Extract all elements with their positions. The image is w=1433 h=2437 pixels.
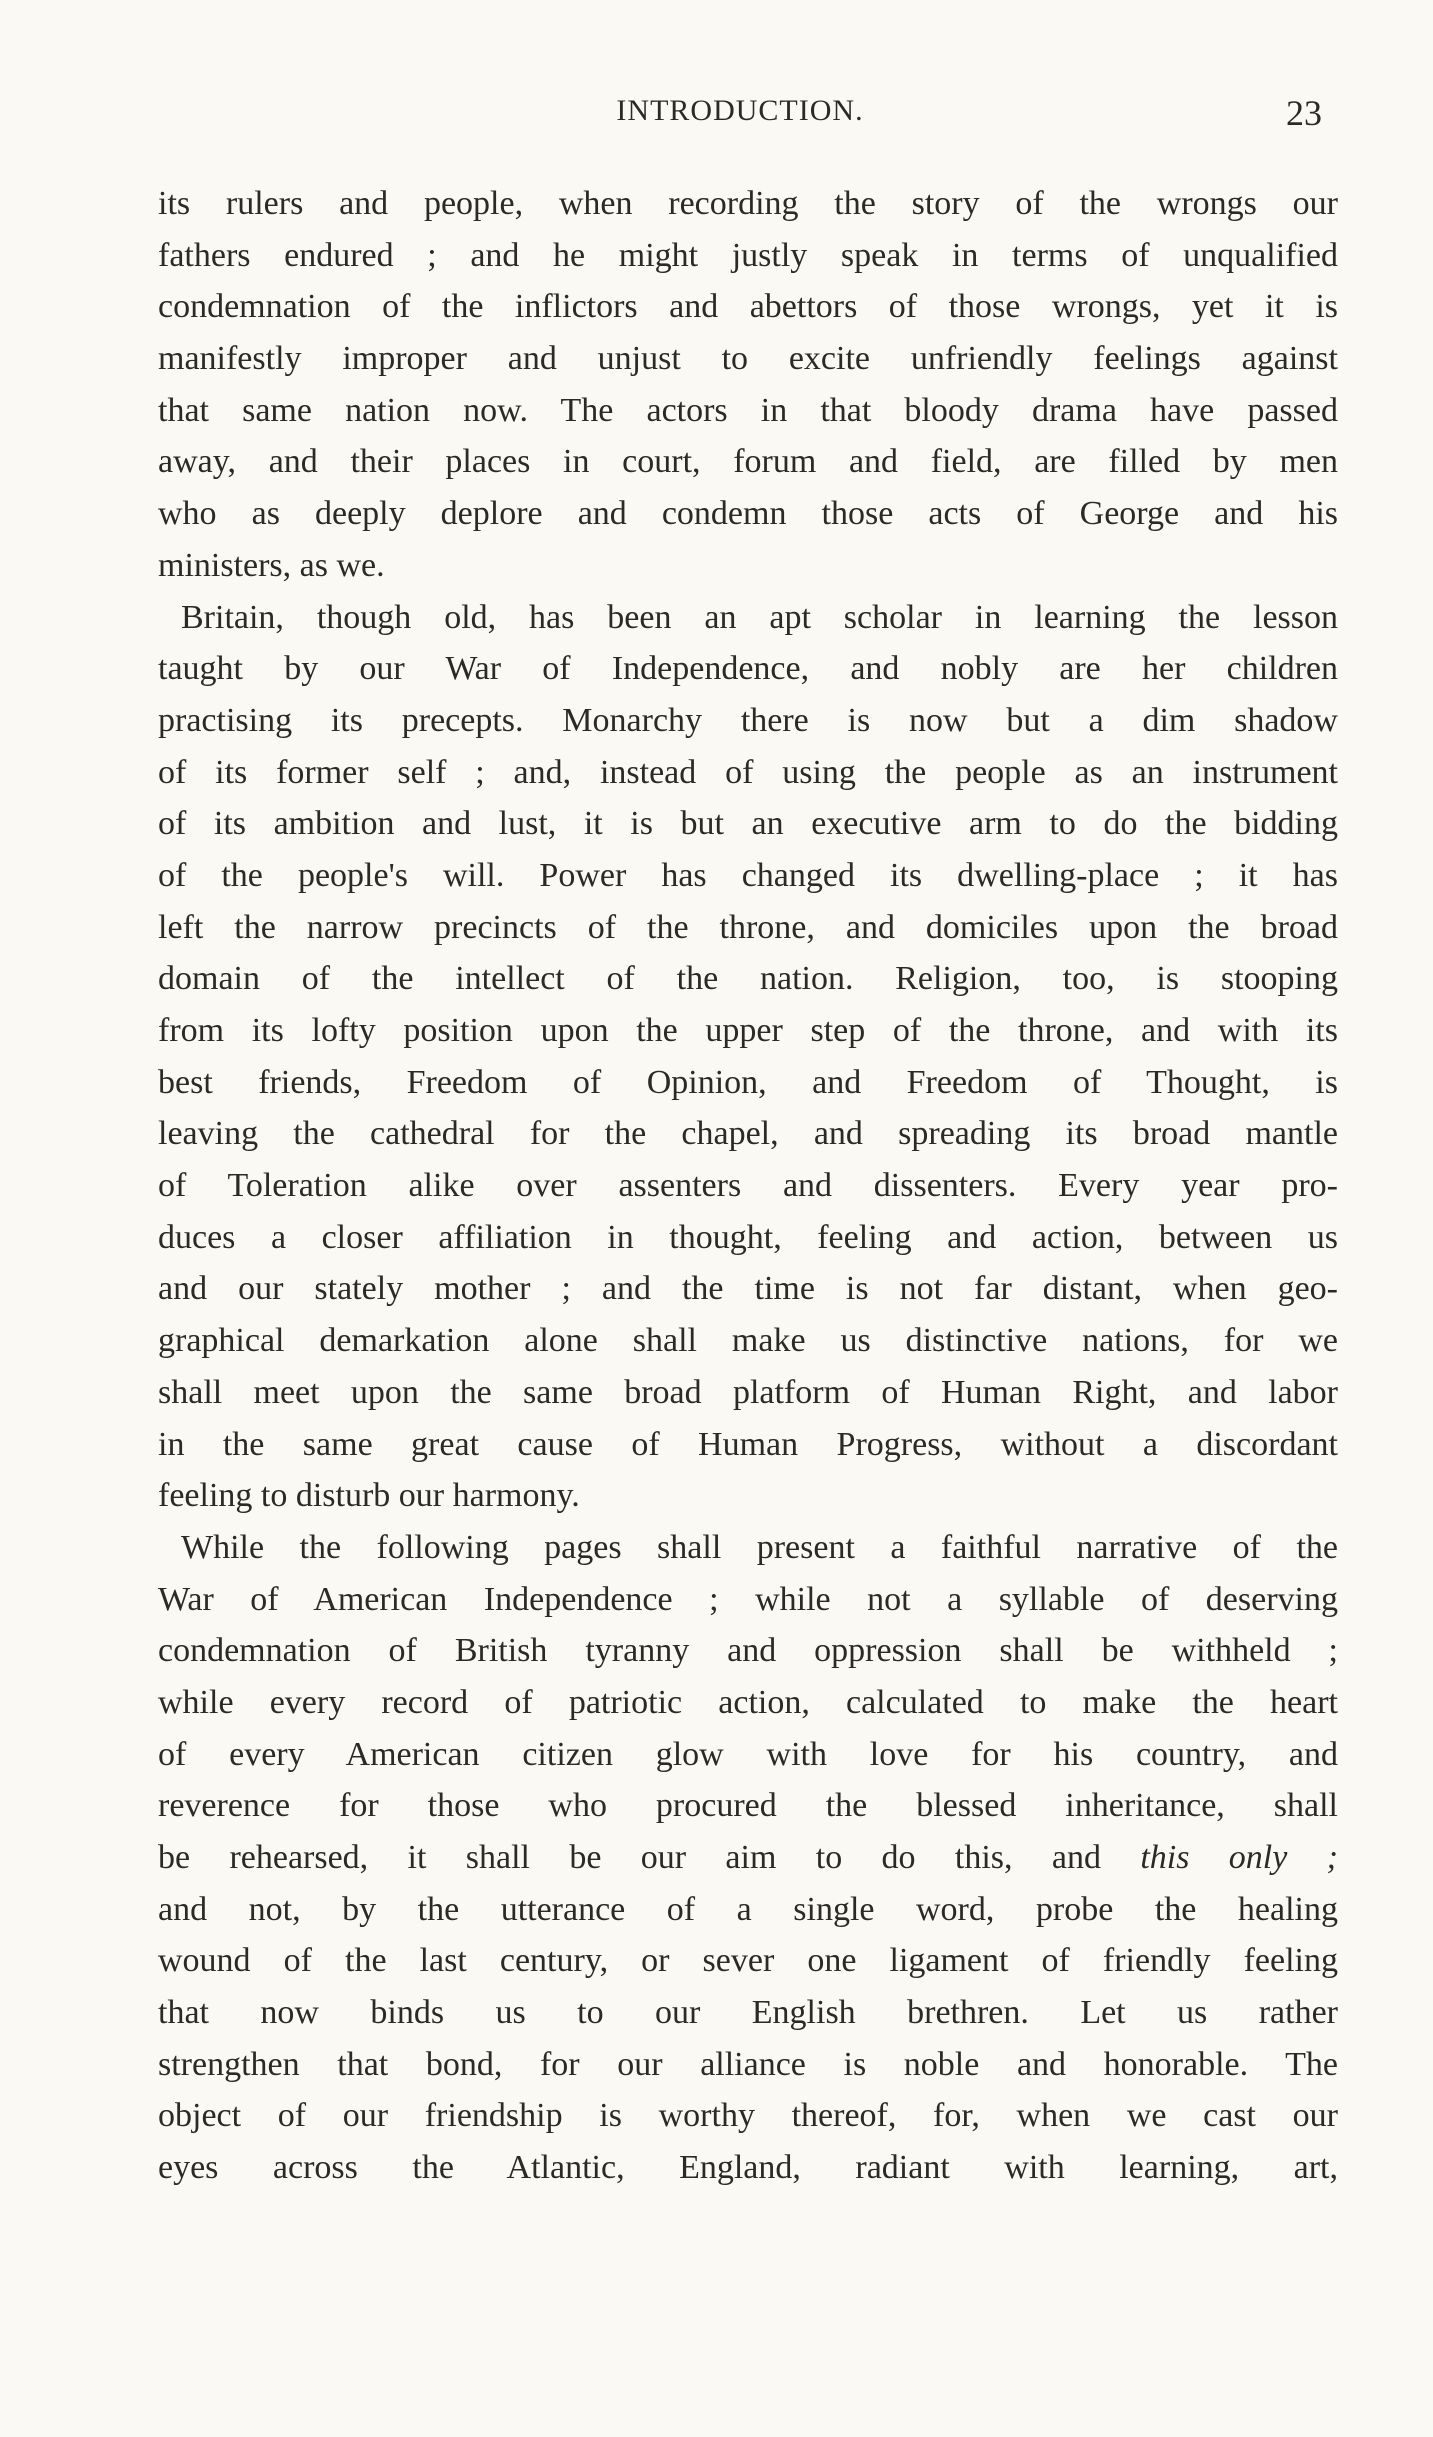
text-line: and not, by the utterance of a single word, probe the healing [158,1890,1338,1928]
text-line: who as deeply deplore and condemn those acts of George and his [158,495,1338,533]
text-line: manifestly improper and unjust to excite unfriendly feelings against [158,340,1338,378]
text-line: its rulers and people, when recording the story of the wrongs our [158,185,1338,222]
text-line: shall meet upon the same broad platform of Human Right, and labor [158,1373,1338,1411]
text-line: away, and their places in court, forum and field, are filled by men [158,443,1338,481]
text-line: from its lofty position upon the upper step of the throne, and with its [158,1012,1338,1049]
text-line: of every American citizen glow with love for his country, and [158,1735,1338,1773]
text-line: While the following pages shall present a faithful narrative of the [181,1528,1338,1566]
text-segment: be rehearsed, it shall be our aim to do this, and [158,1839,1141,1876]
text-line: duces a closer affiliation in thought, feeling and action, between us [158,1218,1338,1256]
text-line: wound of the last century, or sever one ligament of friendly feeling [158,1942,1338,1980]
running-head [158,88,1322,148]
text-line: and our stately mother ; and the time is not far distant, when geo- [158,1270,1338,1308]
paragraph-3 [158,1522,1338,2194]
text-line: ministers, as we. [158,546,385,584]
text-line: practising its precepts. Monarchy there is now but a dim shadow [158,701,1338,739]
body-text [158,178,1338,2194]
text-line: left the narrow precincts of the throne, and domiciles upon the broad [158,908,1338,946]
text-line: condemnation of British tyranny and oppression shall be withheld ; [158,1632,1338,1670]
running-title: INTRODUCTION. [616,94,864,127]
text-line: condemnation of the inflictors and abettors of those wrongs, yet it is [158,288,1338,326]
paragraph-2 [158,592,1338,1522]
text-line-with-italic [158,1832,1338,1884]
text-line: leaving the cathedral for the chapel, and spreading its broad mantle [158,1115,1338,1153]
text-line: War of American Independence ; while not a syllable of deserving [158,1580,1338,1618]
text-line: in the same great cause of Human Progress, without a discordant [158,1425,1338,1463]
text-line: object of our friendship is worthy thereof, for, when we cast our [158,2097,1338,2135]
text-line: of its former self ; and, instead of using the people as an instrument [158,753,1338,791]
text-line: eyes across the Atlantic, England, radiant with learning, art, [158,2149,1338,2187]
text-line: best friends, Freedom of Opinion, and Freedom of Thought, is [158,1063,1338,1101]
text-line: strengthen that bond, for our alliance is noble and honorable. The [158,2045,1338,2083]
text-line: fathers endured ; and he might justly speak in terms of unqualified [158,236,1338,274]
text-line: that same nation now. The actors in that bloody drama have passed [158,391,1338,429]
text-line: Britain, though old, has been an apt scholar in learning the lesson [181,598,1338,636]
text-line: reverence for those who procured the blessed inheritance, shall [158,1787,1338,1825]
page-number: 23 [1286,93,1322,133]
italic-emphasis: this only ; [1140,1839,1339,1876]
text-line: of Toleration alike over assenters and dissenters. Every year pro- [158,1167,1338,1205]
text-line: of its ambition and lust, it is but an executive arm to do the bidding [158,805,1338,843]
text-line: while every record of patriotic action, calculated to make the heart [158,1683,1338,1721]
text-line: graphical demarkation alone shall make us distinctive nations, for we [158,1322,1338,1360]
text-line: of the people's will. Power has changed its dwelling-place ; it has [158,856,1338,894]
text-line: taught by our War of Independence, and nobly are her children [158,650,1338,688]
paragraph-1 [158,178,1338,592]
text-line: that now binds us to our English brethren. Let us rather [158,1994,1338,2032]
text-line: feeling to disturb our harmony. [158,1477,580,1515]
text-line: domain of the intellect of the nation. Religion, too, is stooping [158,960,1338,998]
